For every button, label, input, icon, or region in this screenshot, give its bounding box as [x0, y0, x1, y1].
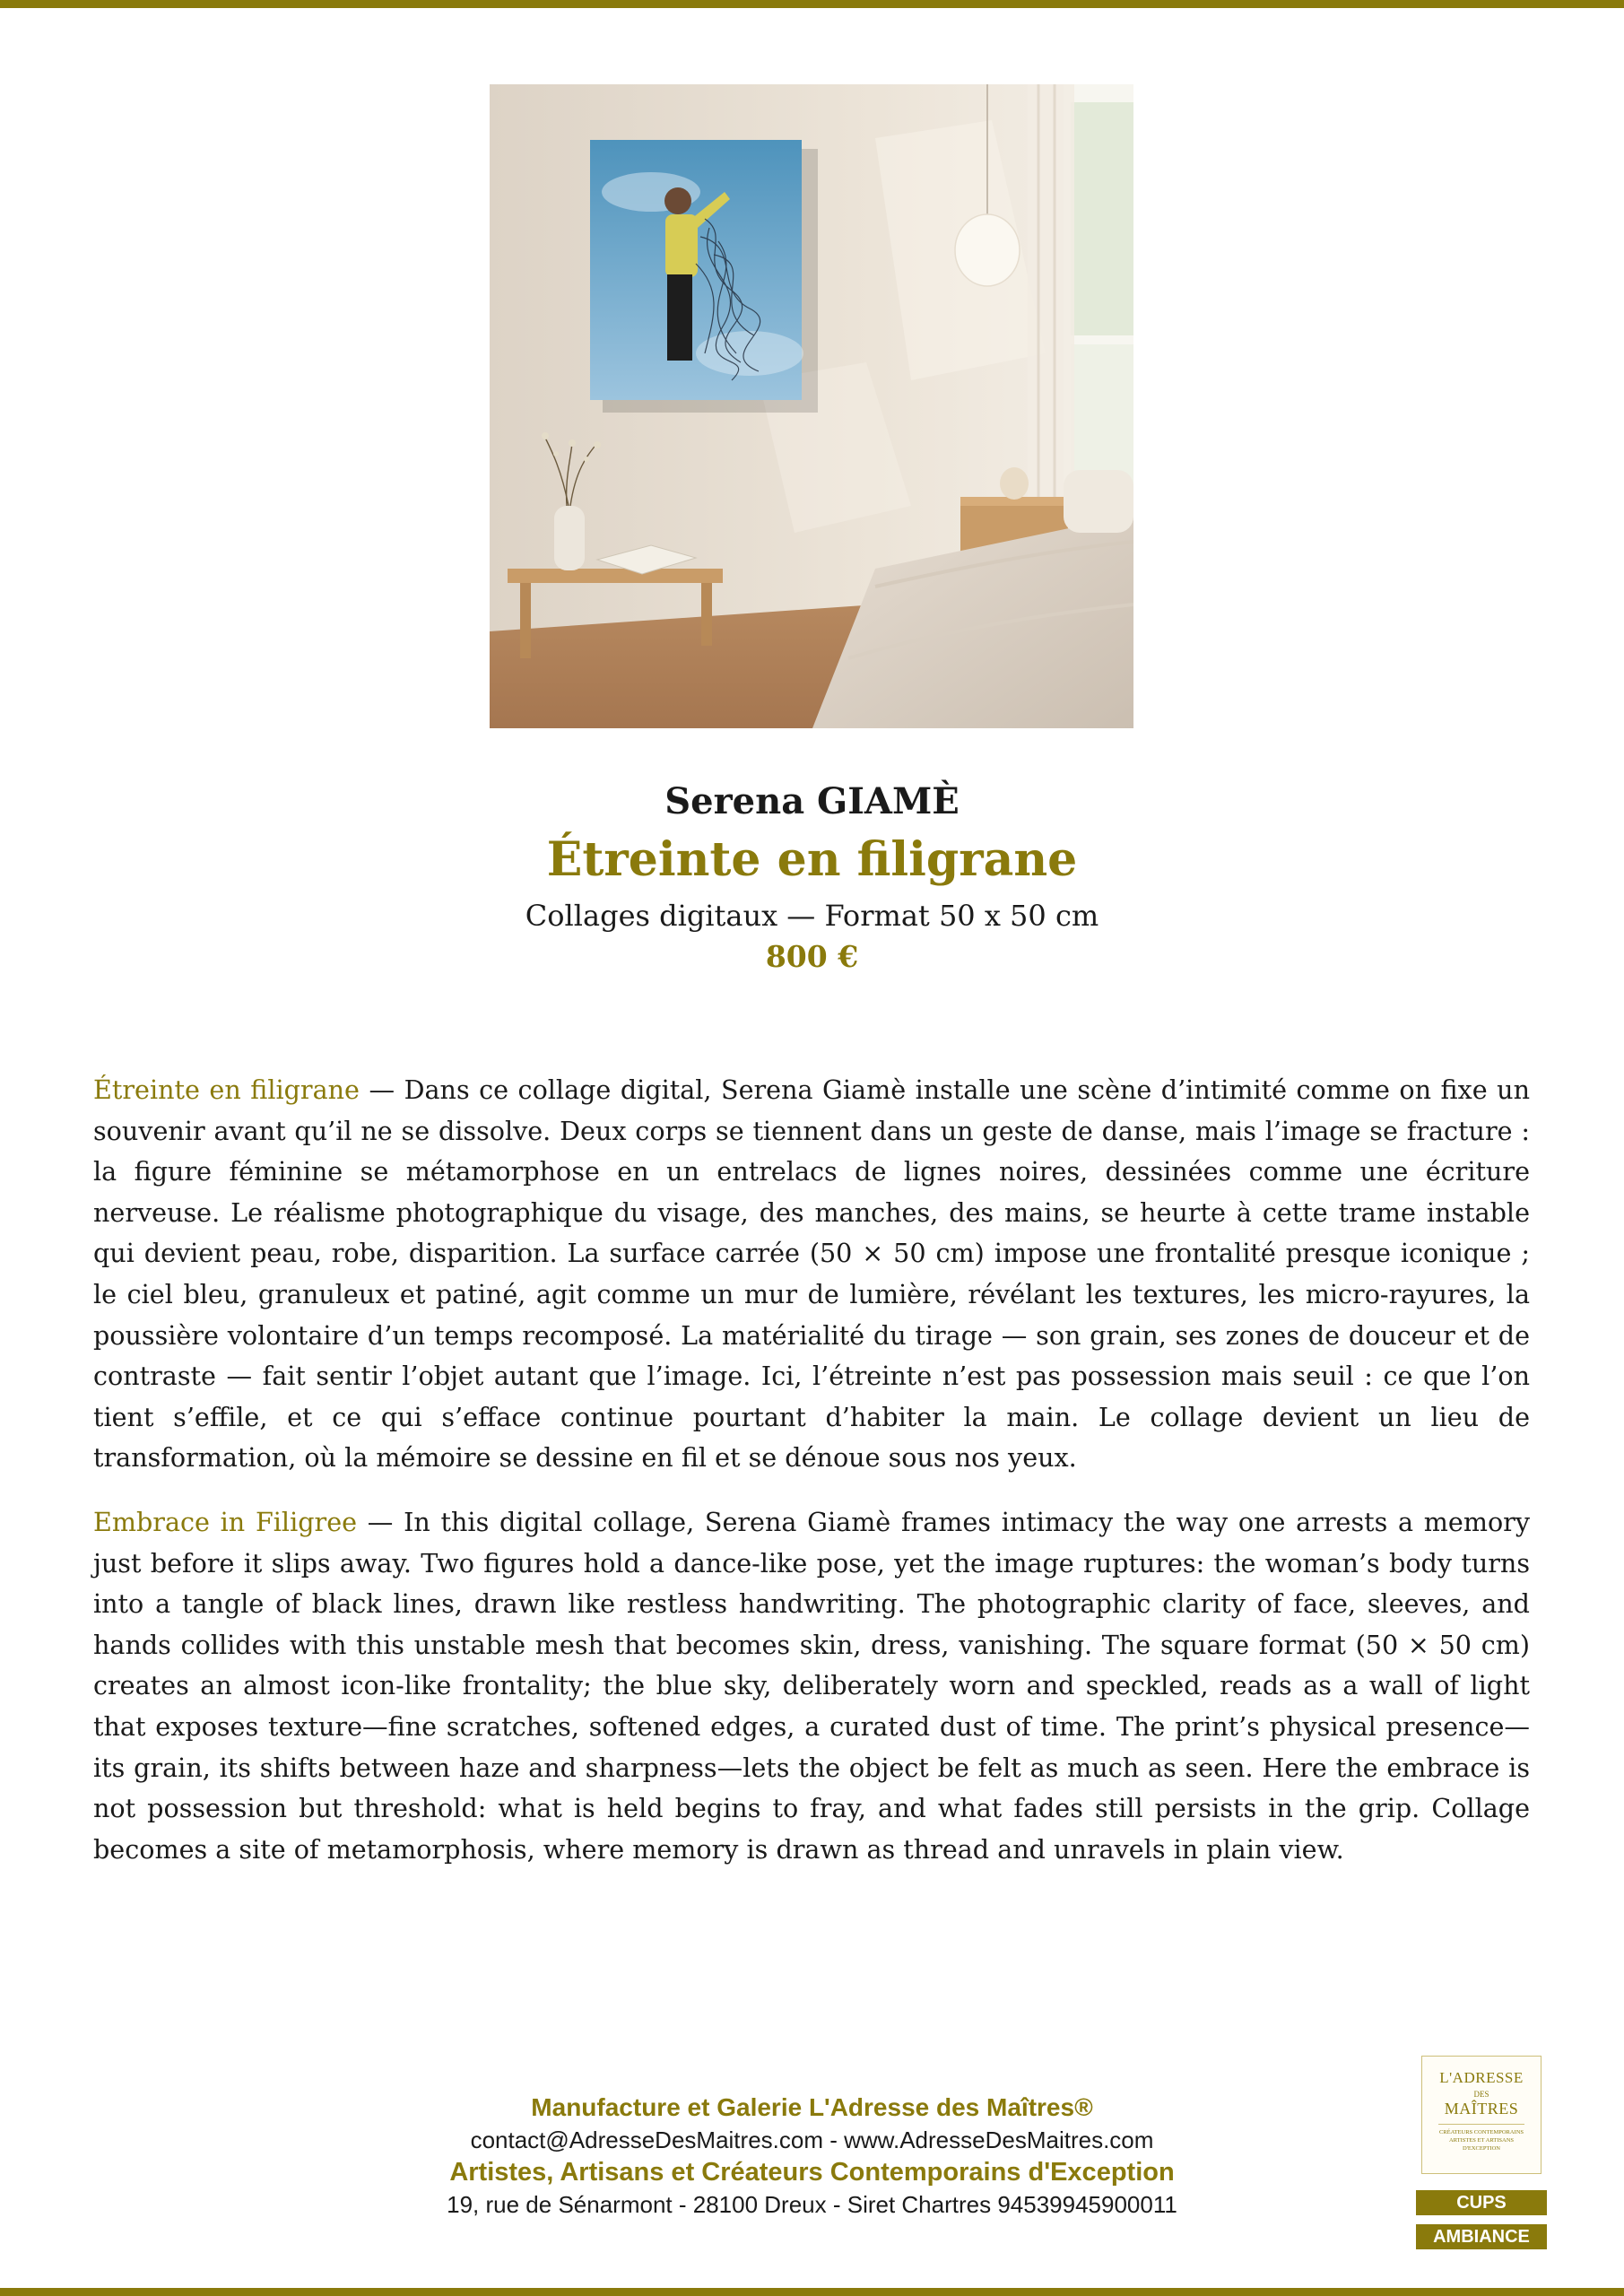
gallery-logo	[1421, 2056, 1541, 2174]
footer	[0, 2092, 1624, 2221]
logo-line1: L'ADRESSE	[1439, 2069, 1524, 2086]
artwork-price: 800 €	[765, 939, 859, 974]
footer-gallery-name: Manufacture et Galerie L'Adresse des Maîtres®	[531, 2093, 1093, 2121]
top-border-rule	[0, 0, 1624, 8]
tag-ambiance: AMBIANCE	[1416, 2224, 1547, 2249]
description-fr-lead: Étreinte en filigrane	[93, 1074, 360, 1105]
logo-line3: MAÎTRES	[1444, 2100, 1519, 2118]
description-fr	[93, 1070, 1530, 1479]
tag-cups: CUPS	[1416, 2190, 1547, 2215]
artwork-room-photo	[490, 84, 1133, 728]
description-en-lead: Embrace in Filigree	[93, 1507, 358, 1537]
artwork-medium-format: Collages digitaux — Format 50 x 50 cm	[525, 899, 1099, 933]
logo-line2: DES	[1473, 2090, 1489, 2099]
bottom-border-rule	[0, 2288, 1624, 2296]
description-fr-body: — Dans ce collage digital, Serena Giamè installe une scène d’intimité comme on fixe un souvenir avant qu’il ne se dissolve. Deux corps se tiennent dans un geste de danse, mais l’image se fracture : la figure féminine se métamorphose en un entrelacs de lignes noires, dessinées comme une écriture nerveuse. Le réalisme photographique du visage, des manches, des mains, se heurte à cette trame instable qui devient peau, robe, disparition. La surface carrée (50 × 50 cm) impose une frontalité presque iconique ; le ciel bleu, granuleux et patiné, agit comme un mur de lumière, révélant les textures, les micro-rayures, la poussière volontaire d’un temps recomposé. La matérialité du tirage — son grain, ses zones de douceur et de contraste — fait sentir l’objet autant que l’image. Ici, l’étreinte n’est pas possession mais seuil : ce que l’on tient s’effile, et ce qui s’efface continue pourtant d’habiter la main. Le collage devient un lieu de transformation, où la mémoire se dessine en fil et se dénoue sous nos yeux.	[93, 1074, 1530, 1474]
logo-subtitle: CRÉATEURS CONTEMPORAINS ARTISTES ET ARTISANS D'EXCEPTION	[1438, 2129, 1524, 2152]
description-en	[93, 1502, 1530, 1870]
logo-divider	[1438, 2124, 1524, 2125]
footer-address: 19, rue de Sénarmont - 28100 Dreux - Siret Chartres 94539945900011	[447, 2191, 1177, 2218]
artwork-title: Étreinte en filigrane	[546, 832, 1078, 887]
artist-name: Serena GIAMÈ	[664, 780, 960, 822]
footer-contact: contact@AdresseDesMaitres.com - www.AdresseDesMaitres.com	[470, 2126, 1154, 2153]
footer-tagline: Artistes, Artisans et Créateurs Contemporains d'Exception	[449, 2158, 1175, 2187]
description-en-body: — In this digital collage, Serena Giamè frames intimacy the way one arrests a memory just before it slips away. Two figures hold a dance-like pose, yet the image ruptures: the woman’s body turns into a tangle of black lines, drawn like restless handwriting. The photographic clarity of face, sleeves, and hands collides with this unstable mesh that becomes skin, dress, vanishing. The square format (50 × 50 cm) creates an almost icon-like frontality; the blue sky, deliberately worn and speckled, reads as a wall of light that exposes texture—fine scratches, softened edges, a curated dust of time. The print’s physical presence—its grain, its shifts between haze and sharpness—lets the object be felt as much as seen. Here the embrace is not possession but threshold: what is held begins to fray, and what fades still persists in the grip. Collage becomes a site of metamorphosis, where memory is drawn as thread and unravels in plain view.	[93, 1507, 1530, 1865]
